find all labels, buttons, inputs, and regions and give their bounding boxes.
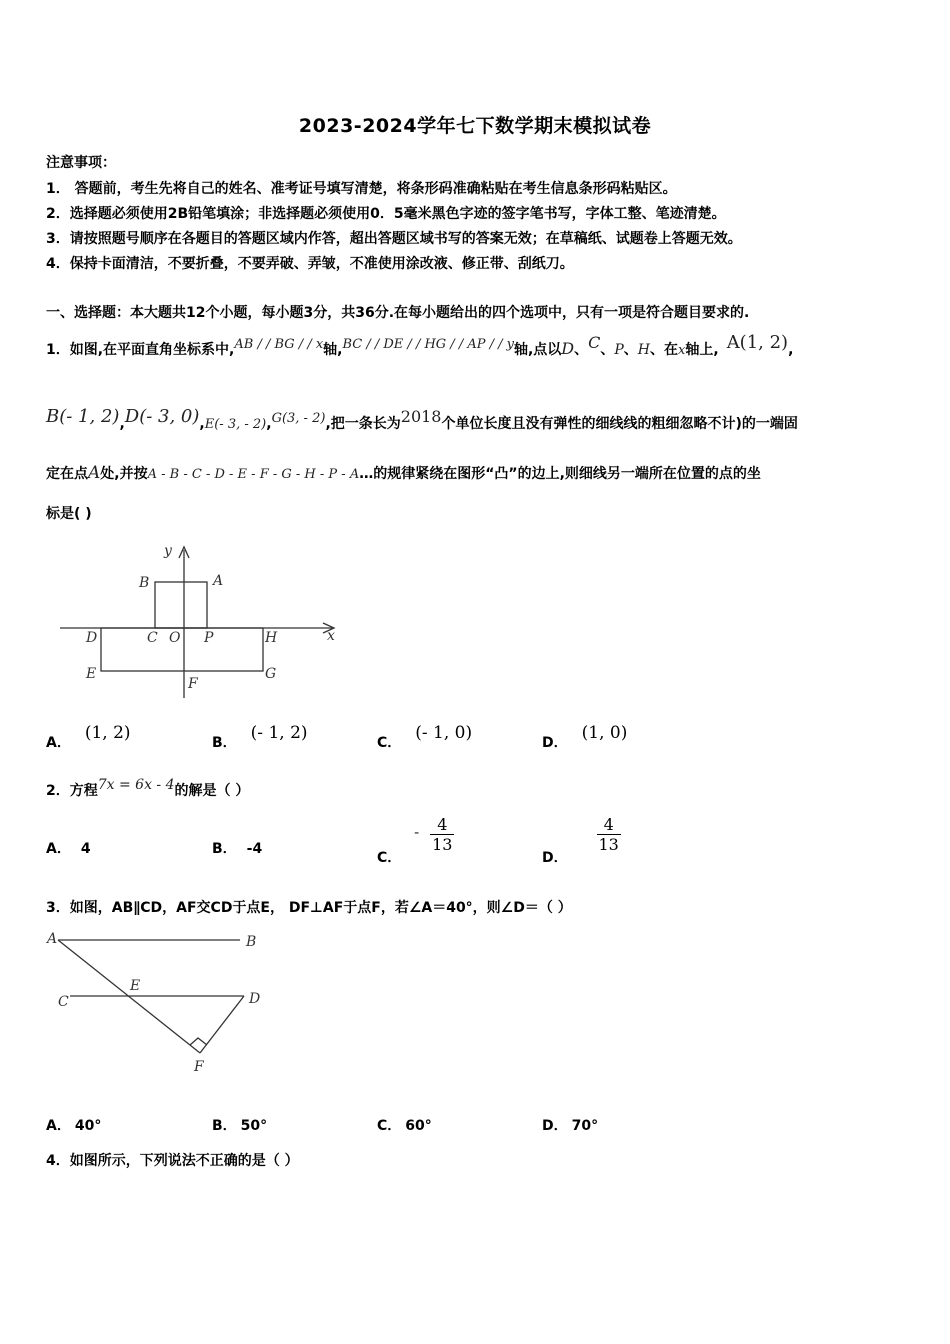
label-F: F xyxy=(194,1059,204,1075)
q1-text: 轴,点以 xyxy=(513,342,562,358)
q1-math: A xyxy=(88,463,101,483)
label-F: F xyxy=(188,676,198,692)
q2-option-c[interactable] xyxy=(377,815,454,866)
q1-text: 、在 xyxy=(650,342,679,358)
q1-text: …的规律紧绕在图形“凸”的边上,则细线另一端所在位置的点的坐 xyxy=(359,466,761,482)
label-B: B xyxy=(139,575,150,591)
label-C: C xyxy=(147,630,158,646)
q2-option-d[interactable] xyxy=(542,815,621,866)
option-value: (- 1, 0) xyxy=(415,723,473,743)
q1-text: , xyxy=(788,342,794,358)
q1-math: C xyxy=(588,333,601,352)
q1-line-4: 标是( ) xyxy=(46,506,92,522)
q1-text: 1．如图,在平面直角坐标系中, xyxy=(46,342,235,358)
fraction-denominator: 13 xyxy=(598,835,619,854)
q1-text: ,把一条长为 xyxy=(325,416,401,432)
q1-math: AB / / BG / / x xyxy=(234,337,324,352)
label-D: D xyxy=(249,991,261,1007)
page-title: 2023-2024学年七下数学期末模拟试卷 xyxy=(298,115,652,137)
notice-item-3: 3．请按照题号顺序在各题目的答题区域内作答，超出答题区域书写的答案无效；在草稿纸、试题卷上答题无效。 xyxy=(46,231,742,247)
q1-math: E(- 3, - 2) xyxy=(204,417,267,432)
option-value: (- 1, 2) xyxy=(250,723,308,743)
right-angle-mark xyxy=(190,1038,207,1045)
q1-text: 、 xyxy=(574,342,589,358)
q3-figure xyxy=(44,926,284,1076)
q1-figure xyxy=(55,538,355,703)
q1-text: 、 xyxy=(600,342,615,358)
q1-math: A - B - C - D - E - F - G - H - P - A xyxy=(147,467,360,482)
option-letter: A． xyxy=(46,735,71,751)
q1-option-c[interactable] xyxy=(377,723,473,752)
q1-option-d[interactable] xyxy=(542,723,628,752)
q3-option-a[interactable] xyxy=(46,1115,101,1135)
q1-math: B(- 1, 2) xyxy=(46,406,120,427)
q4-line: 4．如图所示，下列说法不正确的是（ ） xyxy=(46,1153,299,1169)
q1-math: A(1, 2) xyxy=(726,332,789,353)
q1-text: , xyxy=(119,416,125,432)
q1-math: G(3, - 2) xyxy=(271,411,326,426)
q1-math: x xyxy=(678,343,686,358)
notice-item-2: 2．选择题必须使用2B铅笔填涂；非选择题必须使用0．5毫米黑色字迹的签字笔书写，字体工整、笔迹清楚。 xyxy=(46,206,726,222)
option-value: -4 xyxy=(246,841,263,857)
q2-text: 2．方程 xyxy=(46,783,98,799)
option-letter: B． xyxy=(212,1118,237,1134)
label-C: C xyxy=(58,994,69,1010)
q1-text: 、 xyxy=(623,342,638,358)
q2-math: 7x = 6x - 4 xyxy=(97,777,175,793)
q1-text: 轴上, xyxy=(685,342,719,358)
fraction-numerator: 4 xyxy=(597,815,621,835)
option-value: (1, 0) xyxy=(581,723,628,743)
q1-math: P xyxy=(614,342,624,358)
option-letter: D． xyxy=(542,735,568,751)
option-value: 70° xyxy=(571,1118,599,1134)
q1-line-3 xyxy=(46,463,761,483)
option-value: 4 xyxy=(80,841,91,857)
option-letter: A． xyxy=(46,841,71,857)
q1-text: , xyxy=(199,416,205,432)
option-value: (1, 2) xyxy=(84,723,131,743)
q3-option-c[interactable] xyxy=(377,1115,432,1135)
q1-math: D(- 3, 0) xyxy=(124,406,200,427)
notice-heading: 注意事项： xyxy=(46,155,116,171)
q2-option-b[interactable] xyxy=(212,838,262,858)
label-O: O xyxy=(169,630,181,646)
option-letter: C． xyxy=(377,735,402,751)
option-value: 60° xyxy=(405,1118,432,1134)
q3-option-b[interactable] xyxy=(212,1115,267,1135)
option-letter: A． xyxy=(46,1118,71,1134)
label-P: P xyxy=(204,630,214,646)
option-letter: B． xyxy=(212,841,237,857)
q1-math: H xyxy=(637,342,651,358)
option-value: 40° xyxy=(74,1118,102,1134)
q1-text: 定在点 xyxy=(46,466,88,482)
fraction-numerator: 4 xyxy=(430,815,454,835)
q1-text: 轴, xyxy=(323,342,343,358)
bottom-rectangle xyxy=(101,628,263,671)
q3-line: 3．如图，AB∥CD，AF交CD于点E， DF⊥AF于点F，若∠A＝40°，则∠D＝（ ） xyxy=(46,900,572,916)
option-letter: C． xyxy=(377,1118,402,1134)
q2-text: 的解是（ ） xyxy=(174,783,250,799)
label-B: B xyxy=(246,934,257,950)
option-sign: - xyxy=(414,822,420,841)
option-letter: C． xyxy=(377,849,402,866)
q1-text: 个单位长度且没有弹性的细线线的粗细忽略不计)的一端固 xyxy=(441,416,798,432)
q3-option-d[interactable] xyxy=(542,1115,598,1135)
option-letter: D． xyxy=(542,1118,568,1134)
top-rectangle xyxy=(155,582,207,628)
label-D: D xyxy=(86,630,98,646)
section-heading: 一、选择题：本大题共12个小题，每小题3分，共36分.在每小题给出的四个选项中，只有一项是符合题目要求的. xyxy=(46,305,750,321)
q1-option-b[interactable] xyxy=(212,723,308,752)
option-letter: B． xyxy=(212,735,237,751)
q1-line-1 xyxy=(46,332,794,359)
q1-math: BC / / DE / / HG / / AP / / y xyxy=(342,337,514,352)
fraction-denominator: 13 xyxy=(432,835,453,854)
notice-item-1: 1． 答题前，考生先将自己的姓名、准考证号填写清楚，将条形码准确粘贴在考生信息条形码粘贴区。 xyxy=(46,181,677,197)
q1-option-a[interactable] xyxy=(46,723,131,752)
notice-item-4: 4．保持卡面清洁，不要折叠，不要弄破、弄皱，不准使用涂改液、修正带、刮纸刀。 xyxy=(46,256,574,272)
option-fraction xyxy=(430,815,454,854)
q2-option-a[interactable] xyxy=(46,838,91,858)
label-A: A xyxy=(213,573,224,589)
option-letter: D． xyxy=(542,849,568,866)
label-x: x xyxy=(327,628,335,644)
label-E: E xyxy=(130,978,141,994)
label-H: H xyxy=(265,630,278,646)
label-A: A xyxy=(47,931,58,947)
q1-line-2 xyxy=(46,406,798,433)
q1-math: 2018 xyxy=(400,407,442,426)
q2-line xyxy=(46,777,250,800)
q1-text: , xyxy=(266,416,272,432)
q1-text: 处,并按 xyxy=(100,466,148,482)
q1-math: D xyxy=(561,339,575,358)
option-value: 50° xyxy=(240,1118,268,1134)
label-y: y xyxy=(164,543,172,559)
label-G: G xyxy=(265,666,277,682)
label-E: E xyxy=(86,666,97,682)
option-fraction xyxy=(597,815,621,854)
